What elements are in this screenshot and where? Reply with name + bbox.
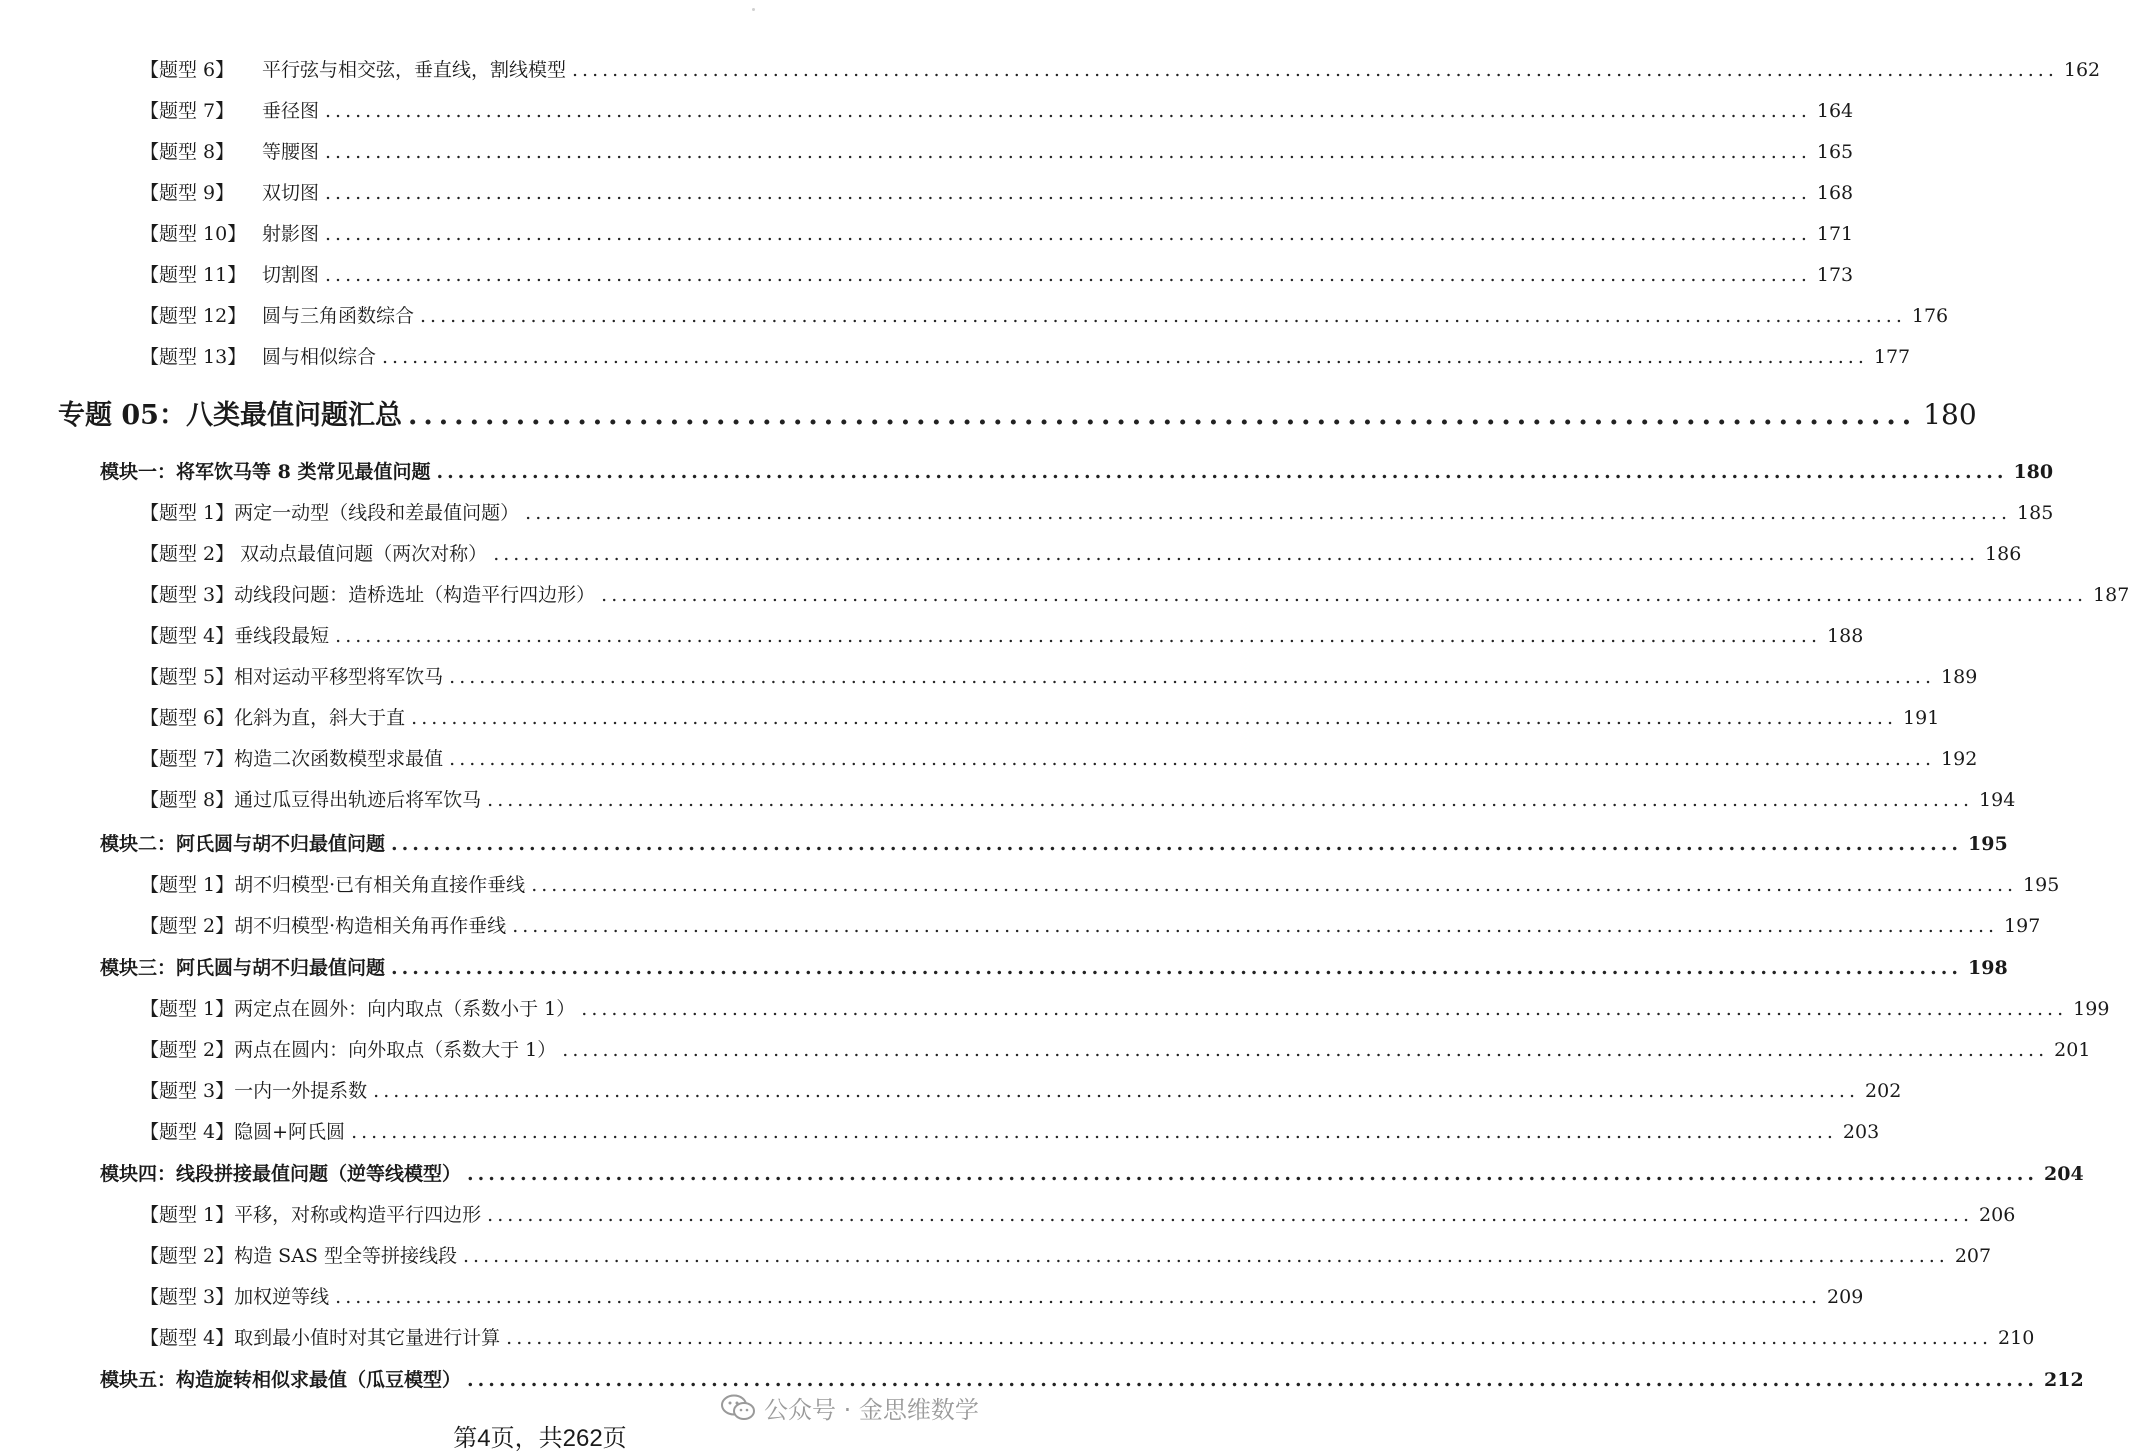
entry-title: 构造 SAS 型全等拼接线段 [234, 1245, 457, 1267]
toc-entry[interactable] [140, 621, 1864, 649]
entry-page: 186 [1985, 543, 2022, 565]
entry-page: 194 [1979, 789, 2016, 811]
chapter-page: 180 [1923, 398, 1977, 431]
entry-page: 207 [1954, 1245, 1992, 1267]
entry-page: 171 [1816, 223, 1854, 245]
entry-page: 185 [2017, 502, 2054, 524]
toc-entry[interactable] [140, 539, 2022, 567]
entry-title: 射影图 [262, 223, 320, 245]
dot-leader: .................................................................................................................................................... [420, 305, 1906, 327]
entry-tag: 【题型 6】 [140, 59, 235, 81]
entry-title: 两定一动型（线段和差最值问题） [234, 502, 520, 524]
toc-entry[interactable] [140, 342, 1911, 370]
toc-module[interactable] [100, 829, 2008, 857]
toc-module[interactable] [100, 1365, 2084, 1393]
entry-tag: 【题型 1】 [140, 874, 235, 896]
dot-leader: .................................................................................................................................................... [325, 100, 1811, 122]
entry-page: 201 [2054, 1039, 2091, 1061]
dot-leader: .................................................................................................................................................... [436, 461, 2008, 483]
module-title: 模块三：阿氏圆与胡不归最值问题 [100, 957, 386, 979]
dot-leader: .................................................................................................................................................... [411, 707, 1898, 729]
dot-leader: .................................................................................................................................................... [487, 1204, 1974, 1226]
entry-title: 平行弦与相交弦，垂直线，割线模型 [262, 59, 567, 81]
entry-tag: 【题型 4】 [140, 1121, 235, 1143]
entry-page: 168 [1816, 182, 1854, 204]
dot-leader: .................................................................................................................................................... [373, 1080, 1860, 1102]
entry-title: 圆与相似综合 [262, 346, 377, 368]
dot-leader: .................................................................................................................................................... [467, 1163, 2038, 1185]
entry-title: 切割图 [262, 264, 320, 286]
entry-tag: 【题型 9】 [140, 182, 235, 204]
toc-entry[interactable] [140, 178, 1854, 206]
entry-tag: 【题型 1】 [140, 502, 235, 524]
module-title: 模块二：阿氏圆与胡不归最值问题 [100, 833, 386, 855]
entry-tag: 【题型 7】 [140, 100, 235, 122]
entry-tag: 【题型 2】 [140, 1039, 235, 1061]
entry-page: 188 [1827, 625, 1864, 647]
toc-entry[interactable] [140, 1117, 1880, 1145]
entry-title: 平移，对称或构造平行四边形 [234, 1204, 482, 1226]
entry-title: 垂径图 [262, 100, 320, 122]
entry-page: 210 [1998, 1327, 2035, 1349]
entry-page: 164 [1816, 100, 1854, 122]
toc-entry[interactable] [140, 1282, 1864, 1310]
entry-page: 176 [1911, 305, 1949, 327]
entry-title: 构造二次函数模型求最值 [234, 748, 444, 770]
dot-leader: .................................................................................................................................................... [325, 264, 1811, 286]
entry-page: 206 [1979, 1204, 2016, 1226]
dot-leader: .................................................................................................................................................... [512, 915, 1999, 937]
toc-entry[interactable] [140, 994, 2110, 1022]
entry-page: 203 [1842, 1121, 1880, 1143]
page-footer: 第4页，共262页 [453, 1425, 627, 1452]
entry-tag: 【题型 4】 [140, 1327, 235, 1349]
dot-leader: .................................................................................................................................................... [325, 182, 1811, 204]
dot-leader: .................................................................................................................................................... [335, 1286, 1822, 1308]
entry-page: 202 [1865, 1080, 1902, 1102]
toc-entry[interactable] [140, 260, 1854, 288]
toc-entry[interactable] [140, 55, 2101, 83]
module-title: 模块一：将军饮马等 8 类常见最值问题 [100, 461, 431, 483]
watermark-text: 公众号 · 金思维数学 [764, 1396, 979, 1424]
entry-tag: 【题型 6】 [140, 707, 235, 729]
toc-entry[interactable] [140, 498, 2054, 526]
entry-tag: 【题型 11】 [140, 264, 247, 286]
entry-page: 187 [2093, 584, 2129, 606]
entry-page: 195 [2023, 874, 2060, 896]
entry-page: 209 [1827, 1286, 1864, 1308]
dot-leader: .................................................................................................................................................... [351, 1121, 1837, 1143]
dot-leader: .................................................................................................................................................... [601, 584, 2088, 606]
dot-leader: .................................................................................................................................................... [391, 833, 1962, 855]
entry-tag: 【题型 8】 [140, 789, 235, 811]
entry-title: 胡不归模型·构造相关角再作垂线 [234, 915, 507, 937]
entry-tag: 【题型 2】 [140, 1245, 235, 1267]
toc-entry[interactable] [140, 1241, 1992, 1269]
entry-title: 取到最小值时对其它量进行计算 [234, 1327, 501, 1349]
dot-leader: .................................................................................................................................................... [487, 789, 1974, 811]
entry-tag: 【题型 3】 [140, 584, 235, 606]
module-title: 模块四：线段拼接最值问题（逆等线模型） [100, 1163, 462, 1185]
entry-tag: 【题型 2】 [140, 543, 235, 565]
dot-leader: .................................................................................................................................................... [325, 141, 1811, 163]
entry-title: 化斜为直，斜大于直 [234, 707, 406, 729]
entry-tag: 【题型 7】 [140, 748, 235, 770]
entry-page: 162 [2063, 59, 2101, 81]
entry-tag: 【题型 1】 [140, 1204, 235, 1226]
toc-module[interactable] [100, 457, 2054, 485]
entry-tag: 【题型 5】 [140, 666, 235, 688]
toc-entry[interactable] [140, 96, 1854, 124]
toc-entry[interactable] [140, 911, 2041, 939]
entry-tag: 【题型 2】 [140, 915, 235, 937]
toc-entry[interactable] [140, 1076, 1902, 1104]
entry-tag: 【题型 8】 [140, 141, 235, 163]
entry-title: 两定点在圆外：向内取点（系数小于 1） [234, 998, 576, 1020]
entry-tag: 【题型 3】 [140, 1286, 235, 1308]
scan-mark [752, 8, 755, 11]
toc-entry[interactable] [140, 785, 2016, 813]
toc-entry[interactable] [140, 703, 1940, 731]
dot-leader: .................................................................................................................................................... [467, 1369, 2038, 1391]
dot-leader: .................................................................................................. [407, 400, 1918, 431]
toc-module[interactable] [100, 953, 2008, 981]
toc-entry[interactable] [140, 1323, 2035, 1351]
entry-tag: 【题型 12】 [140, 305, 247, 327]
entry-page: 199 [2073, 998, 2110, 1020]
toc-entry[interactable] [140, 580, 2129, 608]
dot-leader: .................................................................................................................................................... [325, 223, 1811, 245]
entry-title: 胡不归模型·已有相关角直接作垂线 [234, 874, 526, 896]
entry-title: 相对运动平移型将军饮马 [234, 666, 444, 688]
entry-title: 一内一外提系数 [234, 1080, 368, 1102]
dot-leader: .................................................................................................................................................... [462, 1245, 1949, 1267]
entry-title: 等腰图 [262, 141, 320, 163]
module-page: 212 [2044, 1369, 2084, 1391]
entry-title: 垂线段最短 [234, 625, 330, 647]
entry-page: 165 [1816, 141, 1854, 163]
entry-page: 173 [1816, 264, 1854, 286]
toc-entry[interactable] [140, 744, 1978, 772]
entry-title: 双动点最值问题（两次对称） [234, 543, 488, 565]
dot-leader: .................................................................................................................................................... [572, 59, 2058, 81]
dot-leader: .................................................................................................................................................... [562, 1039, 2049, 1061]
entry-tag: 【题型 3】 [140, 1080, 235, 1102]
toc-entry[interactable] [140, 1200, 2016, 1228]
entry-tag: 【题型 4】 [140, 625, 235, 647]
entry-tag: 【题型 1】 [140, 998, 235, 1020]
toc-entry[interactable] [140, 1035, 2091, 1063]
toc-entry[interactable] [140, 301, 1949, 329]
chapter-title: 专题 05：八类最值问题汇总 [58, 400, 402, 431]
entry-tag: 【题型 10】 [140, 223, 247, 245]
dot-leader: .................................................................................................................................................... [335, 625, 1822, 647]
dot-leader: .................................................................................................................................................... [391, 957, 1962, 979]
entry-title: 双切图 [262, 182, 320, 204]
dot-leader: .................................................................................................................................................... [525, 502, 2012, 524]
toc-entry[interactable] [140, 662, 1978, 690]
toc-entry[interactable] [140, 219, 1854, 247]
toc-entry[interactable] [140, 870, 2060, 898]
dot-leader: .................................................................................................................................................... [581, 998, 2068, 1020]
entry-page: 192 [1941, 748, 1978, 770]
entry-page: 177 [1873, 346, 1911, 368]
entry-page: 191 [1903, 707, 1940, 729]
entry-title: 通过瓜豆得出轨迹后将军饮马 [234, 789, 482, 811]
dot-leader: .................................................................................................................................................... [449, 748, 1936, 770]
toc-module[interactable] [100, 1159, 2084, 1187]
dot-leader: .................................................................................................................................................... [382, 346, 1868, 368]
toc-entry[interactable] [140, 137, 1854, 165]
entry-tag: 【题型 13】 [140, 346, 247, 368]
module-page: 195 [1968, 833, 2008, 855]
module-page: 204 [2044, 1163, 2084, 1185]
entry-title: 两点在圆内：向外取点（系数大于 1） [234, 1039, 557, 1061]
entry-page: 197 [2004, 915, 2041, 937]
toc-chapter[interactable] [58, 393, 1977, 433]
module-title: 模块五：构造旋转相似求最值（瓜豆模型） [100, 1369, 462, 1391]
dot-leader: .................................................................................................................................................... [506, 1327, 1993, 1349]
dot-leader: .................................................................................................................................................... [493, 543, 1980, 565]
entry-page: 189 [1941, 666, 1978, 688]
entry-title: 圆与三角函数综合 [262, 305, 415, 327]
module-page: 198 [1968, 957, 2008, 979]
entry-title: 加权逆等线 [234, 1286, 330, 1308]
dot-leader: .................................................................................................................................................... [531, 874, 2018, 896]
dot-leader: .................................................................................................................................................... [449, 666, 1936, 688]
module-page: 180 [2013, 461, 2054, 483]
entry-title: 动线段问题：造桥选址（构造平行四边形） [234, 584, 596, 606]
entry-title: 隐圆+阿氏圆 [234, 1121, 346, 1143]
